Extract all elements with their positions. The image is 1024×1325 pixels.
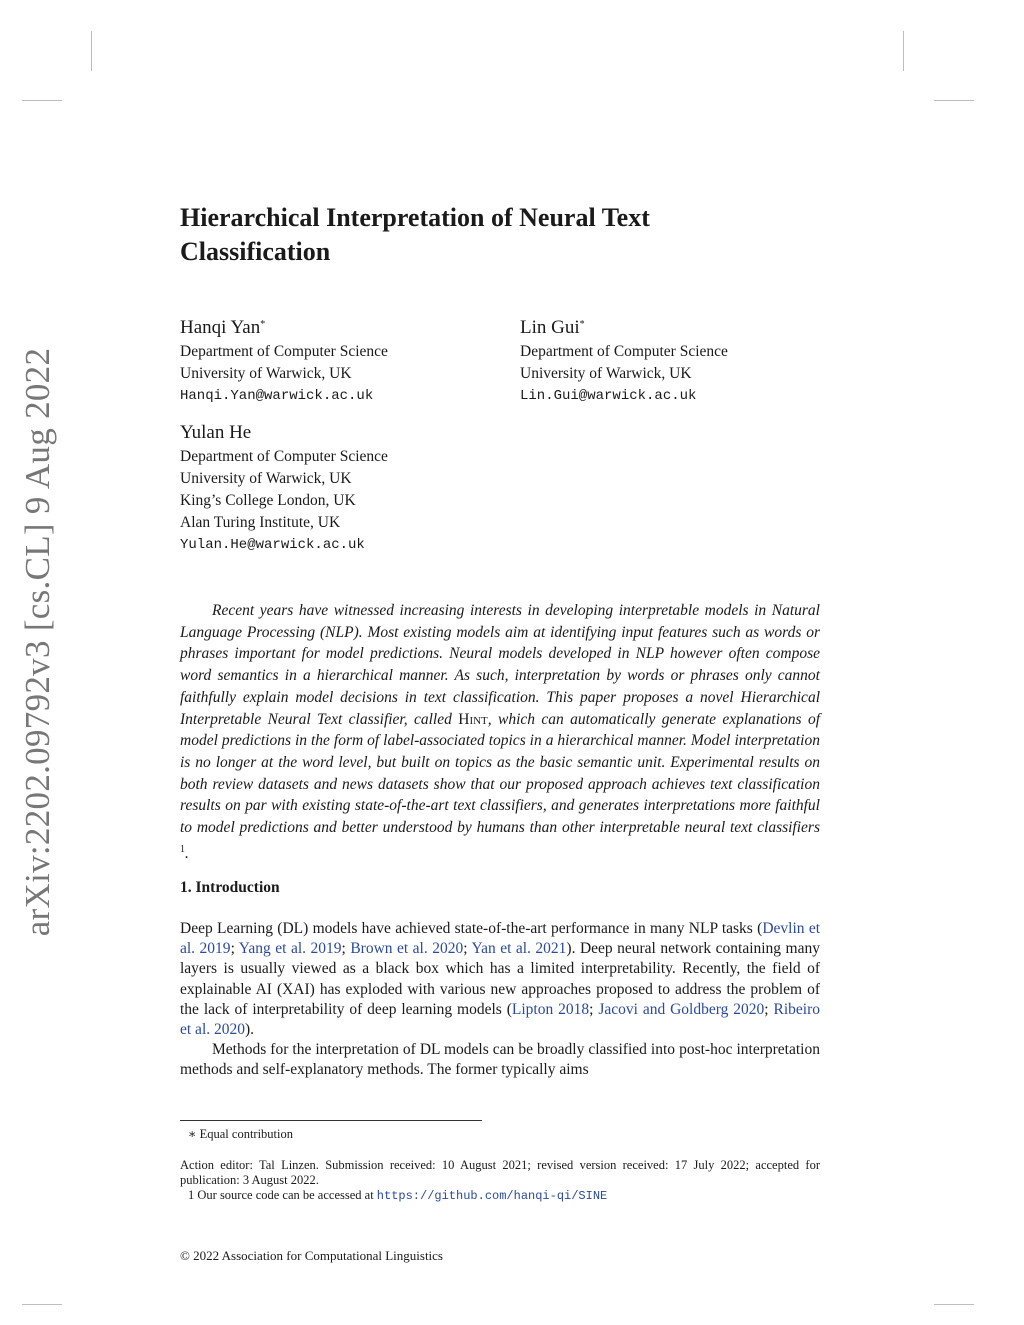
crop-mark	[22, 1304, 62, 1305]
title-line: Classification	[180, 237, 331, 266]
copyright: © 2022 Association for Computational Linguistics	[180, 1248, 443, 1263]
paper-title	[180, 201, 820, 269]
citation-link[interactable]: Devlin et al. 2019	[180, 920, 821, 958]
author-name: Yulan He	[180, 422, 252, 443]
abstract: Recent years have witnessed increasing interests in developing interpretable models in Natural Language Processing (NLP). Most existing models aim at identifying input features such as words or phrases important for model predictions. Neural models developed in NLP however often compose word semantics in a hierarchical manner. As such, interpretation by words or phrases only cannot faithfully explain model decisions in text classification. This paper proposes a novel Hierarchical Interpretable Neural Text classifier, called Hint, which can automatically generate explanations of model predictions in the form of label-associated topics in a hierarchical manner. Model interpretation is no longer at the word level, but built on topics as the basic semantic unit. Experimental results on both review datasets and news datasets show that our proposed approach achieves text classification results on par with existing state-of-the-art text classifiers, and generates interpretations more faithful to model predictions and better understood by humans than other interpretable neural text classifiers $^1$.	[180, 602, 821, 862]
author-affiliation: University of Warwick, UK	[180, 470, 352, 487]
citation-link[interactable]: Ribeiro et al. 2020	[180, 1000, 820, 1039]
citation-link[interactable]: Lipton 2018	[511, 1000, 590, 1018]
author-block	[520, 312, 728, 407]
footnote-rule	[180, 1120, 482, 1121]
intro-paragraph: Methods for the interpretation of DL models can be broadly classified into post-hoc interpretation methods and self-explanatory methods. The former typically aims	[180, 1041, 820, 1079]
author-affiliation: Alan Turing Institute, UK	[180, 514, 341, 531]
crop-mark	[903, 31, 904, 71]
footnote-equal-contribution: ∗ Equal contribution	[188, 1127, 294, 1141]
author-block	[180, 420, 388, 556]
citation-link[interactable]: Jacovi and Goldberg 2020	[598, 1000, 765, 1018]
author-block	[180, 312, 388, 407]
citation-link[interactable]: Yang et al. 2019	[238, 940, 342, 958]
intro-paragraph: Deep Learning (DL) models have achieved state-of-the-art performance in many NLP tasks (Devlin et al. 2019; Yang et al. 2019; Brown et al. 2020; Yan et al. 2021). Deep neural network containing many layers is usually viewed as a black box which has a limited interpretability. Recently, the field of explainable AI (XAI) has exploded with various new approaches proposed to address the problem of the lack of interpretability of deep learning models (Lipton 2018; Jacovi and Goldberg 2020; Ribeiro et al. 2020).	[180, 920, 821, 1039]
footnote-action-editor: Action editor: Tal Linzen. Submission received: 10 August 2021; revised version received: 17 July 2022; accepted for publication: 3 August 2022.	[180, 1158, 820, 1187]
source-code-link[interactable]: https://github.com/hanqi-qi/SINE	[376, 1189, 608, 1203]
author-name: Lin Gui*	[520, 317, 585, 338]
author-affiliation: University of Warwick, UK	[520, 365, 692, 382]
author-email[interactable]: Lin.Gui@warwick.ac.uk	[520, 388, 697, 404]
author-email[interactable]: Yulan.He@warwick.ac.uk	[180, 537, 365, 553]
crop-mark	[934, 1304, 974, 1305]
author-department: Department of Computer Science	[180, 343, 388, 360]
author-name: Hanqi Yan*	[180, 317, 266, 338]
author-department: Department of Computer Science	[180, 448, 388, 465]
crop-mark	[91, 31, 92, 71]
title-line: Hierarchical Interpretation of Neural Text	[180, 203, 650, 232]
citation-link[interactable]: Yan et al. 2021	[471, 940, 567, 958]
footnote-source-code: 1 Our source code can be accessed at https://github.com/hanqi-qi/SINE	[188, 1188, 608, 1203]
footnote-marker[interactable]: 1	[180, 843, 185, 855]
section-heading: 1. Introduction	[180, 879, 280, 896]
crop-mark	[22, 100, 62, 101]
arxiv-identifier[interactable]: arXiv:2202.09792v3 [cs.CL] 9 Aug 2022	[18, 347, 57, 937]
author-affiliation: King’s College London, UK	[180, 492, 356, 509]
crop-mark	[934, 100, 974, 101]
author-affiliation: University of Warwick, UK	[180, 365, 352, 382]
author-email[interactable]: Hanqi.Yan@warwick.ac.uk	[180, 388, 374, 404]
author-department: Department of Computer Science	[520, 343, 728, 360]
citation-link[interactable]: Brown et al. 2020	[350, 940, 464, 958]
model-name: Hint	[458, 710, 488, 728]
